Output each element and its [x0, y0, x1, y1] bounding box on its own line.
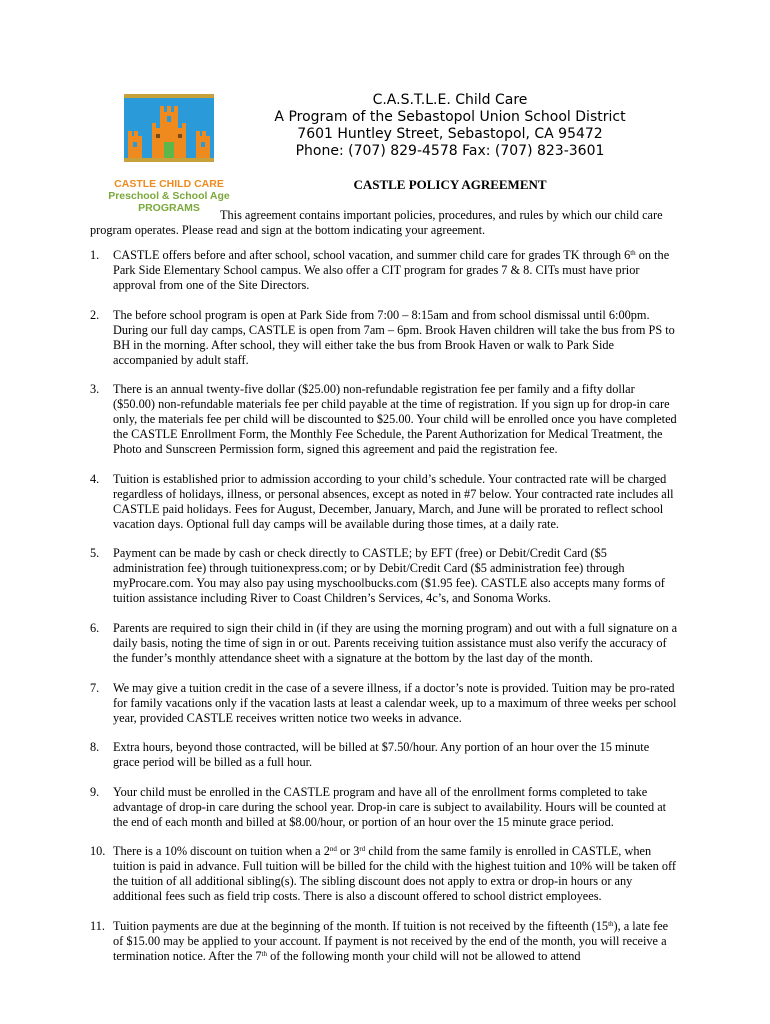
- item-text: or 3: [336, 844, 360, 859]
- item-text: Extra hours, beyond those contracted, will be billed at $7.50/hour. Any portion of an hour over the 15 minute grace period will be billed as a full hour.: [113, 740, 650, 770]
- castle-icon: [124, 94, 214, 178]
- item-number: 7.: [90, 680, 100, 695]
- item-number: 10.: [90, 844, 106, 859]
- item-text: Parents are required to sign their child in (if they are using the morning program) and out with a full signature on a daily basis, noting the time of sign in or out. Parents receiving tuition assistance must also verify the accuracy of the funder’s monthly attendance sheet with a signature at the bottom by the last day of the month.: [113, 620, 678, 665]
- item-number: 5.: [90, 546, 100, 561]
- org-district: A Program of the Sebastopol Union School District: [274, 109, 626, 125]
- item-text: Your child must be enrolled in the CASTLE program and have all of the enrollment forms completed to take advantage of drop-in care during the school year. Drop-in care is subject to availability. Hours will be counted at the end of each month and billed at $8.00/hour, or portion of an hour over the 15 minute grace period.: [113, 784, 667, 829]
- item-number: 6.: [90, 620, 100, 635]
- policy-item-2: [90, 308, 678, 368]
- item-text: ), a late fee of $15.00 may be applied to your account. If payment is not received by the end of the month, you will receive a termination notice. After the 7: [113, 918, 669, 963]
- document-body: [90, 208, 678, 979]
- item-number: 8.: [90, 740, 100, 755]
- document-title: CASTLE POLICY AGREEMENT: [353, 177, 547, 192]
- item-text: The before school program is open at Park Side from 7:00 – 8:15am and from school dismissal until 6:00pm. During our full day camps, CASTLE is open from 7am – 6pm. Brook Haven children will take the bus from PS to BH in the morning. After school, they will either take the bus from Brook Haven or walk to Park Side accompanied by adult staff.: [113, 307, 675, 367]
- superscript: rd: [359, 845, 366, 854]
- item-number: 4.: [90, 471, 100, 486]
- item-text: child from the same family is enrolled in CASTLE, when tuition is paid in advance. Full tuition will be billed for the child with the highest tuition and 10% will be taken off the tuition of all additional sibling(s). The sibling discount does not apply to extra or drop-in hours or any additional fees such as field trip costs. There is also a discount offered to school district employees.: [113, 844, 676, 904]
- policy-item-10: [90, 844, 678, 904]
- policy-item-4: [90, 472, 678, 532]
- logo-line-1: CASTLE CHILD CARE: [114, 178, 224, 190]
- policy-item-6: [90, 621, 678, 666]
- org-address: 7601 Huntley Street, Sebastopol, CA 95472: [297, 126, 603, 142]
- policy-item-3: [90, 382, 678, 457]
- item-text: CASTLE offers before and after school, school vacation, and summer child care for grades TK through 6: [113, 248, 631, 262]
- policy-item-5: [90, 546, 678, 606]
- item-number: 3.: [90, 382, 100, 397]
- policy-item-8: [90, 740, 678, 770]
- org-phone-fax: Phone: (707) 829-4578 Fax: (707) 823-3601: [295, 143, 605, 159]
- castle-logo: [96, 94, 242, 214]
- logo-line-2: Preschool & School Age: [108, 190, 230, 202]
- superscript: th: [630, 249, 636, 257]
- item-text: Payment can be made by cash or check directly to CASTLE; by EFT (free) or Debit/Credit Card ($5 administration fee) through tuitionexpress.com; or by Debit/Credit Card ($5 administration fee) through myProcare.com. You may also pay using myschoolbucks.com ($1.95 fee). CASTLE also accepts many forms of tuition assistance including River to Coast Children’s Services, 4c’s, and Sonoma Works.: [113, 546, 665, 606]
- policy-item-9: [90, 785, 678, 830]
- policy-item-7: [90, 681, 678, 726]
- org-name: C.A.S.T.L.E. Child Care: [372, 92, 528, 108]
- item-number: 2.: [90, 307, 100, 322]
- superscript: th: [261, 949, 267, 958]
- item-text: There is an annual twenty-five dollar ($25.00) non-refundable registration fee per family and a fifty dollar ($50.00) non-refundable materials fee per child payable at the time of registration. If you sign up for drop-in care only, the materials fee per child will be discounted to $25.00. Your child will be enrolled once you have completed the CASTLE Enrollment Form, the Monthly Fee Schedule, the Parent Authorization for Medical Treatment, the Photo and Sunscreen Permission form, signed this agreement and paid the registration fee.: [113, 382, 677, 457]
- policy-item-1: [90, 248, 678, 293]
- superscript: th: [608, 919, 614, 928]
- intro-paragraph: This agreement contains important policies, procedures, and rules by which our child care program operates. Please read and sign at the bottom indicating your agreement.: [90, 208, 663, 237]
- superscript: nd: [329, 845, 337, 854]
- item-text: of the following month your child will not be allowed to attend: [267, 948, 581, 963]
- item-number: 9.: [90, 784, 100, 799]
- item-text: Tuition is established prior to admission according to your child’s schedule. Your contracted rate will be charged regardless of holidays, illness, or personal absences, except as noted in #7 below. Your contracted rate includes all CASTLE paid holidays. Fees for August, December, January, March, and June will be prorated to reflect school vacation days. Optional full day camps will be available during those times, at a daily rate.: [113, 471, 674, 531]
- policy-list: [90, 248, 678, 964]
- policy-item-11: [90, 919, 678, 964]
- item-number: 11.: [90, 918, 105, 933]
- item-number: 1.: [90, 248, 100, 262]
- item-text: We may give a tuition credit in the case of a severe illness, if a doctor’s note is provided. Tuition may be pro-rated for family vacations only if the vacation lasts at least a calendar week, up to a maximum of three weeks per school year, provided CASTLE receives written notice two weeks in advance.: [113, 680, 677, 725]
- item-text: on the Park Side Elementary School campus. We also offer a CIT program for grades 7 & 8. CITs must have prior approval from one of the Site Directors.: [113, 248, 670, 292]
- logo-line-3: PROGRAMS: [138, 202, 200, 214]
- item-text: There is a 10% discount on tuition when a 2: [113, 844, 330, 859]
- organization-header: [250, 92, 650, 160]
- item-text: Tuition payments are due at the beginning of the month. If tuition is not received by the fifteenth (15: [113, 918, 609, 933]
